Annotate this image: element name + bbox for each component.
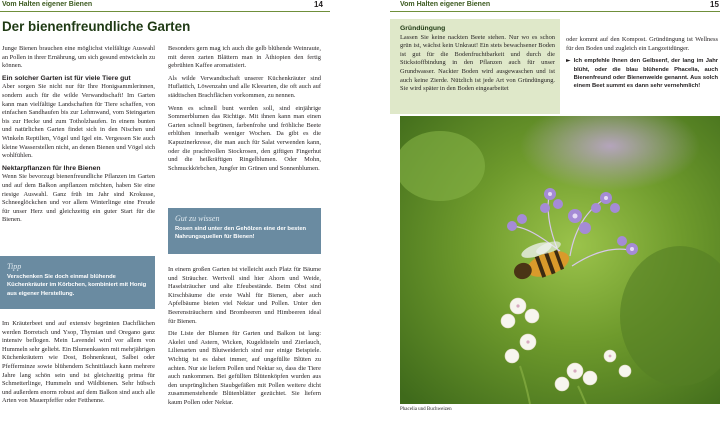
paragraph: Aber sorgen Sie nicht nur für Ihre Honigsammlerinnen, sondern auch für die wilde Verwandtschaft! Im Garten kann man vielfältige Landschaften für Tiere schaffen, von einfachen Sandhaufen bis zur Lehmwand, vom Steingarten bis zur Hecke und zum Totholzhaufen. In einem bunten und natürlichen Garten findet sich in den Nischen und Winkeln Reptilien, Vögel und Igel ein. Vergessen Sie auch kleine Wasserstellen nicht, an denen Bienen und Vögel sich wohlfühlen. <box>2 83 155 160</box>
right-column-1 <box>400 25 555 98</box>
paragraph: Im Kräuterbeet und auf extensiv begrünten Dachflächen werden Borretsch und Ysop, Thymian und Oregano ganz intensiv beflogen. Mein Lavendel wird vor allem von Hummeln sehr geliebt. Ein Blumenkasten mit mehrjährigen Küchenkräutern wie Dost, Bohnenkraut, Salbei oder Pfefferminze sowie blühendem Schnittlauch kann mehrere Jahre lang schön sein und ist gleichzeitig prima für Schmetterlinge, Hummeln und Wildbienen. Sehr hübsch und außerdem enorm robust auf dem Balkon sind auch alle Arten von Mauerpfeffer oder Fetthenne. <box>2 320 155 405</box>
bee-phacelia-photo <box>400 116 720 404</box>
photo-illustration <box>400 116 720 404</box>
recommendation-item <box>566 57 718 91</box>
tip-title: Tipp <box>7 262 22 271</box>
page-number: 14 <box>314 0 323 9</box>
left-column-2-lower <box>168 266 321 412</box>
tip-body: Verschenken Sie doch einmal blühende Küchenkräuter im Körbchen, kombiniert mit Honig aus eigener Herstellung. <box>7 274 147 297</box>
subhead-green-manure: Gründüngung <box>400 25 446 32</box>
good-to-know-box <box>168 208 321 254</box>
left-column-1 <box>2 45 155 229</box>
arrow-bullet-icon: ► <box>566 57 571 65</box>
paragraph: Als wilde Verwandtschaft unserer Küchenkräuter sind Huflattich, Löwenzahn und alle Kleearten, die oft auch auf städtischen Brachflächen vorkommen, zu nennen. <box>168 74 321 99</box>
photo-caption: Phacelia und Buchweizen <box>400 407 452 412</box>
left-column-1-lower <box>2 320 155 410</box>
running-head-text: Vom Halten eigener Bienen <box>2 1 93 8</box>
chapter-title: Der bienenfreundliche Garten <box>2 19 191 34</box>
paragraph: oder kommt auf den Kompost. Gründüngung ist Wellness für den Boden und zugleich ein Langzeitdünger. <box>566 36 718 52</box>
paragraph: Wenn Sie bevorzugt bienenfreundliche Pflanzen im Garten und auf dem Balkon anpflanzen möchten, haben Sie eine riesige Auswahl. Ganz früh im Jahr sind Krokusse, Schneeglöckchen und vor allem Winterlinge eine Freude für unser Herz und gleichzeitig ein guter Start für die Bienen. <box>2 173 155 224</box>
page-number: 15 <box>710 0 719 9</box>
right-column-2 <box>566 36 718 91</box>
recommendation-text: Ich empfehle Ihnen den Gelbsenf, der lang im Jahr blüht, oder die blau blühende Phacelia, auch Bienenfreund oder Bienenweide genannt. Aus solch einem Beet summt es dann sehr vernehmlich! <box>573 58 718 90</box>
good-to-know-body: Rosen sind unter den Gehölzen eine der besten Nahrungsquellen für Bienen! <box>175 226 307 241</box>
good-to-know-title: Gut zu wissen <box>175 214 220 223</box>
left-column-2 <box>168 45 321 177</box>
tip-box <box>0 256 155 309</box>
paragraph: Lassen Sie keine nackten Beete stehen. Nur wo es schon grün ist, wächst kein Unkraut! Ein stets bewachsener Boden ist gut für die Bodenfruchtbarkeit und durch die Stickstoffbindung in den Pflanzen auch für unser Grundwasser. Nackter Boden wird ausgewaschen und ist auch keine Zierde. Nützlich ist jede Art von Gründüngung. Sie wird später in den Boden eingearbeitet <box>400 33 555 93</box>
paragraph: Die Liste der Blumen für Garten und Balkon ist lang: Akelei und Astern, Wicken, Kugeldisteln und Zierlauch, Lilienarten und Blutweiderich sind nur einige Beispiele. Wichtig ist es dabei immer, auf ungefüllte Blüten zu achten. Nur sie liefern Pollen und Nektar so, dass die Tiere auch rankommen. Bei gefüllten Blütenköpfen wurden aus den ursprünglichen Staubgefäßen mit Pollen weitere dicht zusammenstehende Blütenblätter gezüchtet. Sie liefern kaum Pollen oder Nektar. <box>168 330 321 406</box>
paragraph: Besonders gern mag ich auch die gelb blühende Weinraute, mit deren zarten Blättern man in Äthiopien den fertig gebrühten Kaffee aromatisiert. <box>168 45 321 70</box>
running-head-text: Vom Halten eigener Bienen <box>400 1 491 8</box>
intro-paragraph: Junge Bienen brauchen eine möglichst vielfältige Auswahl an Pollen in ihrer Ernährung, um sich gesund entwickeln zu können. <box>2 45 155 70</box>
left-page <box>0 0 330 421</box>
subhead-garden-animals: Ein solcher Garten ist für viele Tiere gut <box>2 74 131 82</box>
subhead-nectar-plants: Nektarpflanzen für Ihre Bienen <box>2 164 101 172</box>
paragraph: Wenn es schnell bunt werden soll, sind einjährige Sommerblumen das Richtige. Mit ihnen kann man einen Garten schnell begrünen, farbenfrohe und fröhliche Beete erblühen innerhalb weniger Wochen. Da gibt es die Kapuzinerkresse, die man auch für Salat verwenden kann, oder die prachtvollen Stockrosen, den giftigen Fingerhut und die heilkräftigen Ringelblumen. Oder Mohn, Schmuckkörbchen, Jungfer im Grünen und Sonnenblumen. <box>168 104 321 172</box>
paragraph: In einem großen Garten ist vielleicht auch Platz für Bäume und Sträucher. Wertvoll sind hier Ahorn und Weide, Haselsträucher und alte Efeubestände. Beim Obst sind Kirschbäume die erste Wahl für Bienen, aber auch Apfelbäume bieten viel Nektar und Pollen. Unter den Beerensträuchern sind Brombeeren und Himbeeren ideal für Bienen. <box>168 266 321 325</box>
